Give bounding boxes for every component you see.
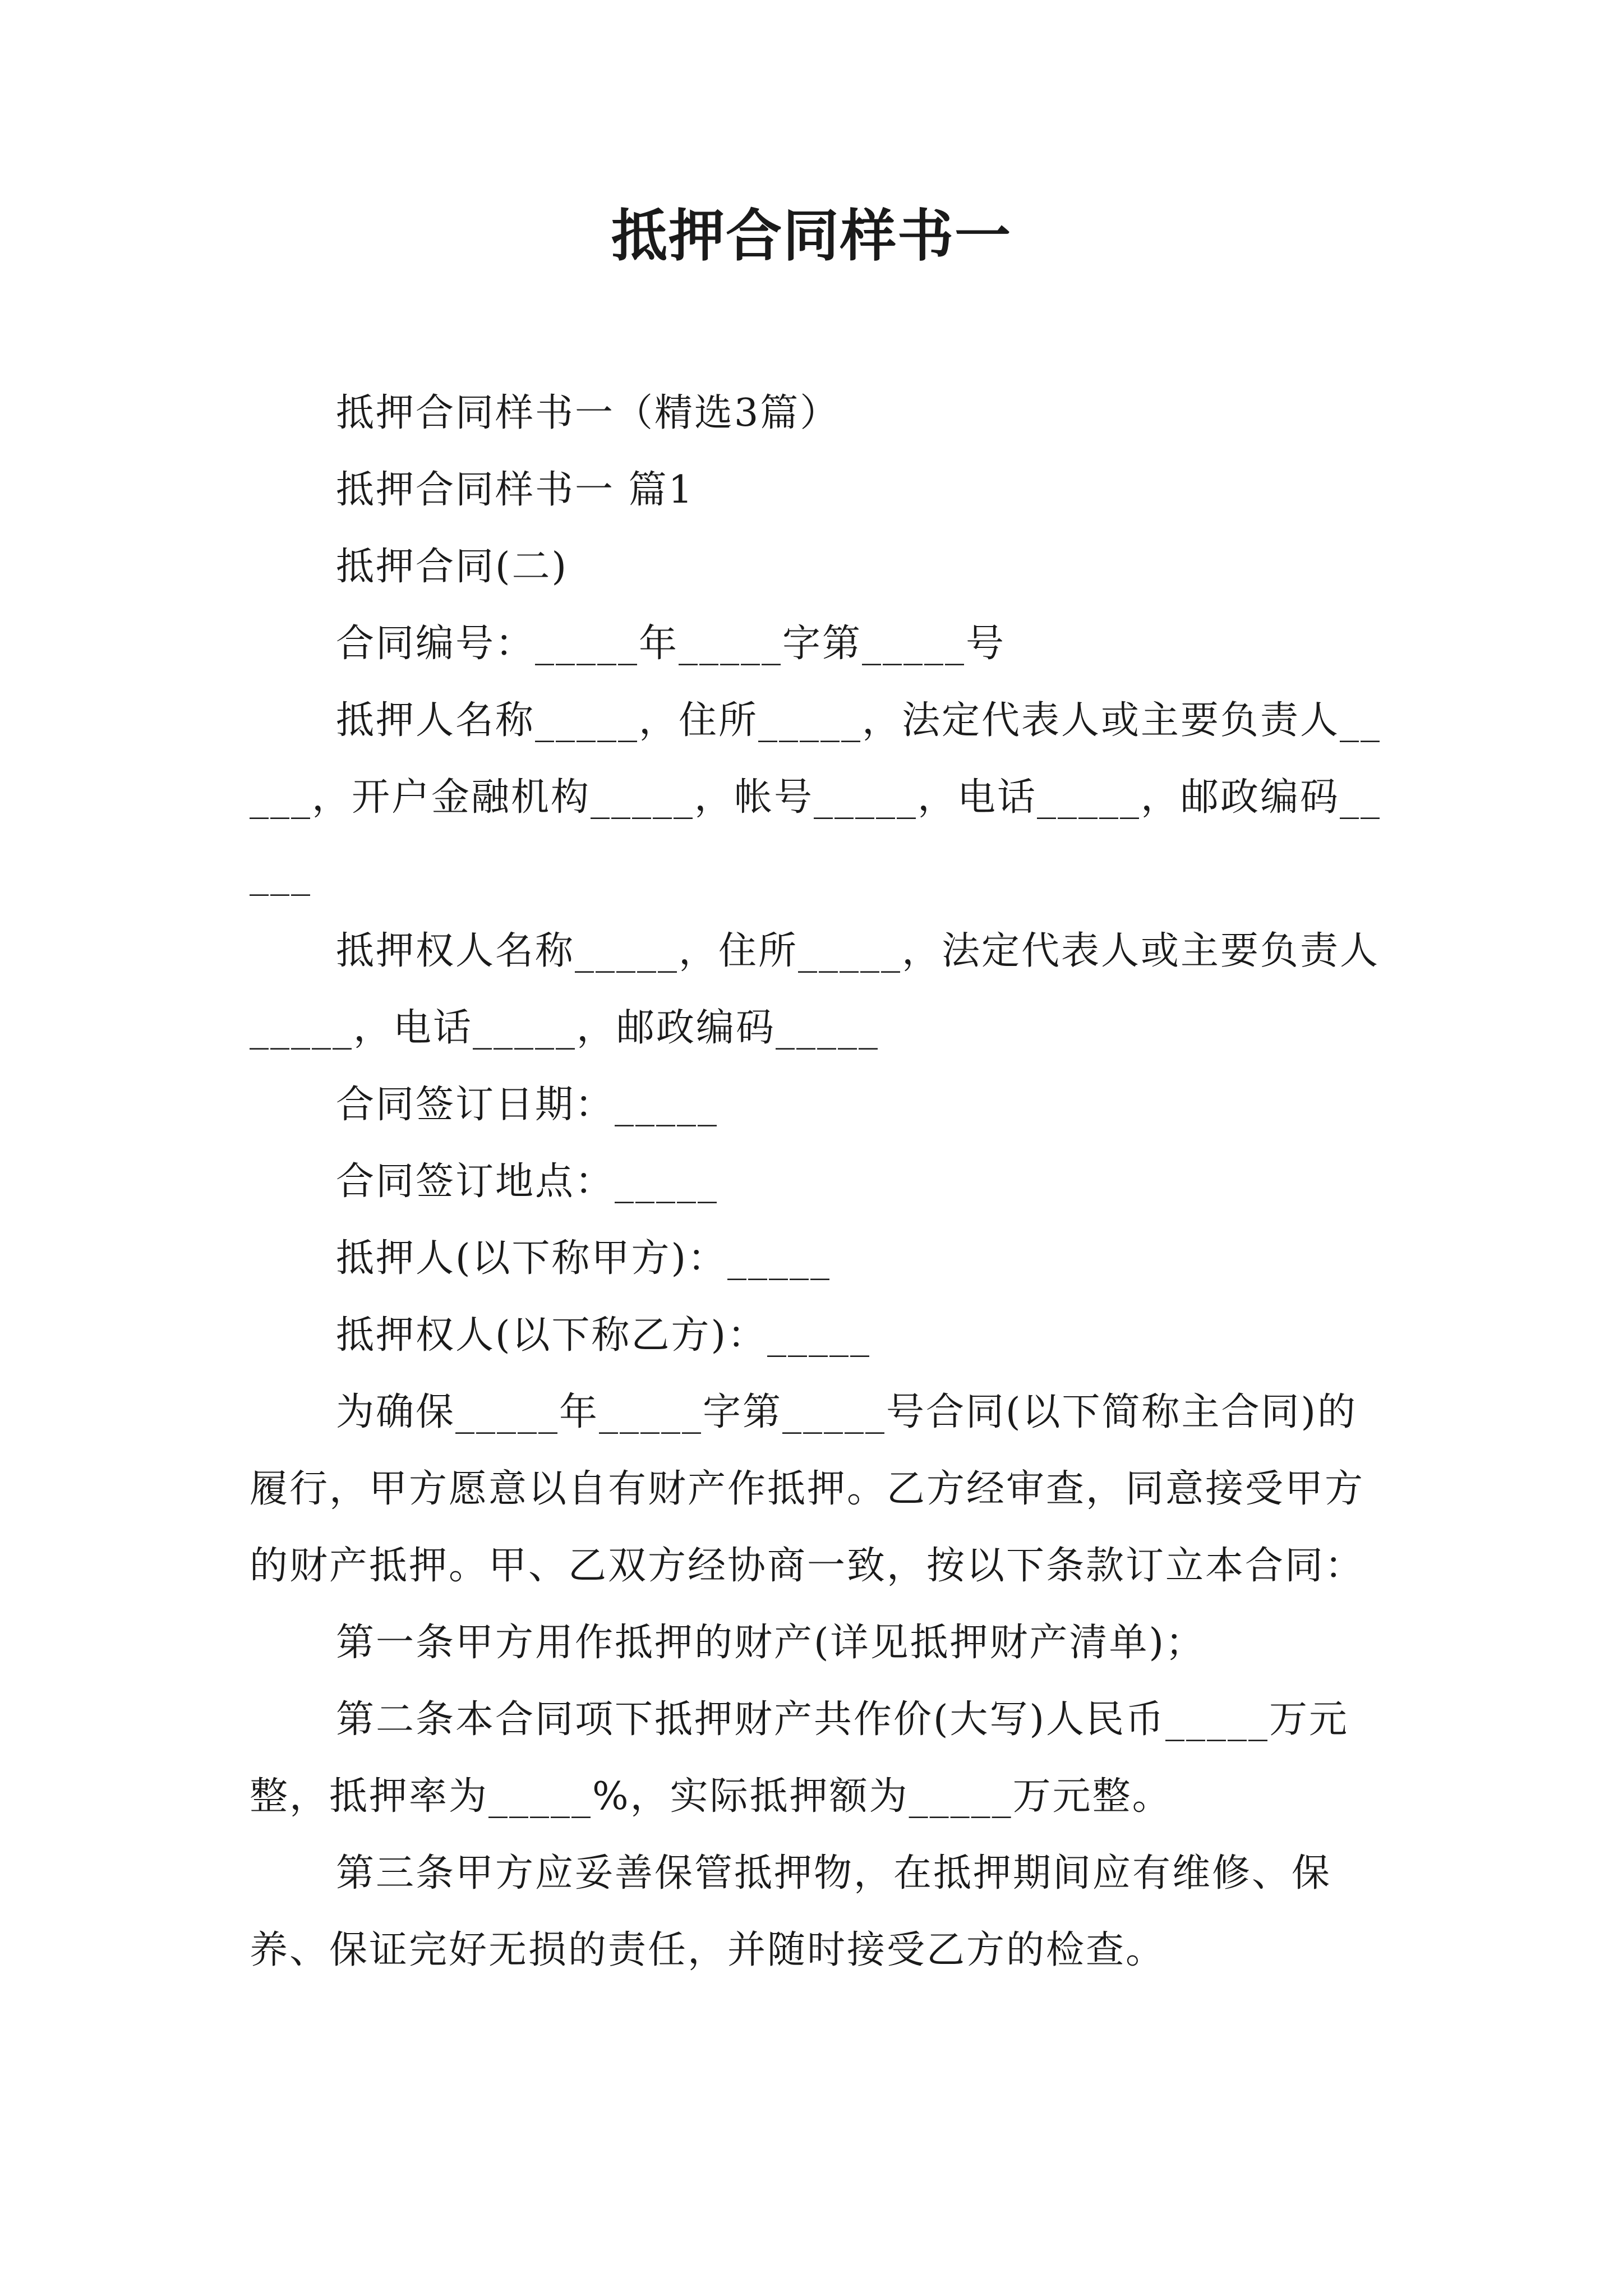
paragraph-article-2: 第二条本合同项下抵押财产共作价(大写)人民币_____万元整，抵押率为_____%，实际抵押额为_____万元整。 [250,1697,1349,1819]
paragraph-section-heading: 抵押合同样书一 篇1 [336,468,694,512]
paragraph-preamble: 为确保_____年_____字第_____号合同(以下简称主合同)的履行，甲方愿意以自有财产作抵押。乙方经审查，同意接受甲方的财产抵押。甲、乙双方经协商一致，按以下条款订立本合同： [250,1390,1365,1588]
paragraph-article-1: 第一条甲方用作抵押的财产(详见抵押财产清单)； [336,1621,1206,1665]
document-body [250,375,1394,1989]
paragraph-signing-date: 合同签订日期：_____ [336,1083,719,1127]
paragraph-contract-number: 合同编号：_____年_____字第_____号 [336,622,1006,666]
paragraph-signing-place: 合同签订地点：_____ [336,1159,719,1204]
paragraph-party-b: 抵押权人(以下称乙方)：_____ [336,1313,872,1358]
paragraph-mortgagee-info: 抵押权人名称_____，住所_____，法定代表人或主要负责人_____，电话_____，邮政编码_____ [250,929,1380,1050]
paragraph-subtitle: 抵押合同样书一（精选3篇） [336,391,840,435]
paragraph-party-a: 抵押人(以下称甲方)：_____ [336,1236,832,1281]
paragraph-article-3: 第三条甲方应妥善保管抵押物，在抵押期间应有维修、保养、保证完好无损的责任，并随时接受乙方的检查。 [250,1851,1332,1972]
paragraph-contract-title: 抵押合同(二) [336,545,569,589]
document-title: 抵押合同样书一 [611,203,1012,269]
paragraph-mortgagor-info: 抵押人名称_____，住所_____，法定代表人或主要负责人_____，开户金融机构_____，帐号_____，电话_____，邮政编码_____ [250,698,1382,896]
